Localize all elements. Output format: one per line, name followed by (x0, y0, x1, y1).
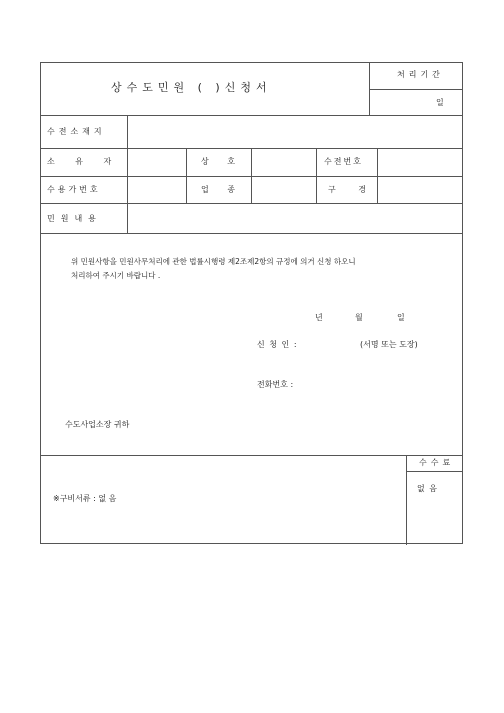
rule-v-label (127, 115, 128, 233)
application-form (40, 62, 463, 544)
business-type-label: 업 종 (201, 185, 243, 194)
statement-line2: 처리하여 주시기 바랍니다 . (71, 271, 161, 280)
date-month: 월 (355, 313, 363, 322)
rule-v-mid4 (377, 148, 378, 203)
rule-v-mid1 (186, 148, 187, 203)
rule-v-mid3 (316, 148, 317, 203)
required-documents: ※구비서류 : 없 음 (53, 494, 117, 503)
signature-note: (서명 또는 도장) (360, 340, 418, 349)
statement-line1: 위 민원사항을 민원사무처리에 관한 법률시행령 제2조제2항의 규정에 의거 신청 하오니 (71, 257, 356, 266)
processing-period-label: 처리기간 (397, 70, 444, 79)
usage-number-label: 수용가번호 (47, 185, 101, 194)
rule-v-fee (406, 455, 407, 545)
processing-period-value: 일 (436, 98, 444, 107)
date-day: 일 (397, 313, 405, 322)
phone-label: 전화번호 : (257, 380, 294, 389)
rule-row3 (41, 203, 462, 204)
rule-header (41, 115, 462, 116)
date-year: 년 (315, 313, 323, 322)
owner-label: 소 유 자 (47, 157, 121, 166)
business-name-label: 상 호 (201, 157, 243, 166)
rule-period (369, 89, 462, 90)
rule-body (41, 455, 462, 456)
rule-row4 (41, 233, 462, 234)
applicant-label: 신 청 인 : (257, 340, 298, 349)
addressee: 수도사업소장 귀하 (65, 420, 130, 429)
fee-value: 없 음 (417, 484, 437, 493)
rule-v-mid2 (251, 148, 252, 203)
form-title: 상수도민원 ( )신청서 (111, 81, 272, 94)
diameter-label: 구 경 (328, 185, 376, 194)
content-label: 민원내용 (47, 214, 102, 223)
meter-number-label: 수전번호 (324, 157, 363, 166)
fee-label: 수수료 (419, 458, 455, 467)
rule-v-period (369, 63, 370, 115)
location-label: 수전소재지 (47, 127, 106, 136)
rule-fee (406, 471, 462, 472)
